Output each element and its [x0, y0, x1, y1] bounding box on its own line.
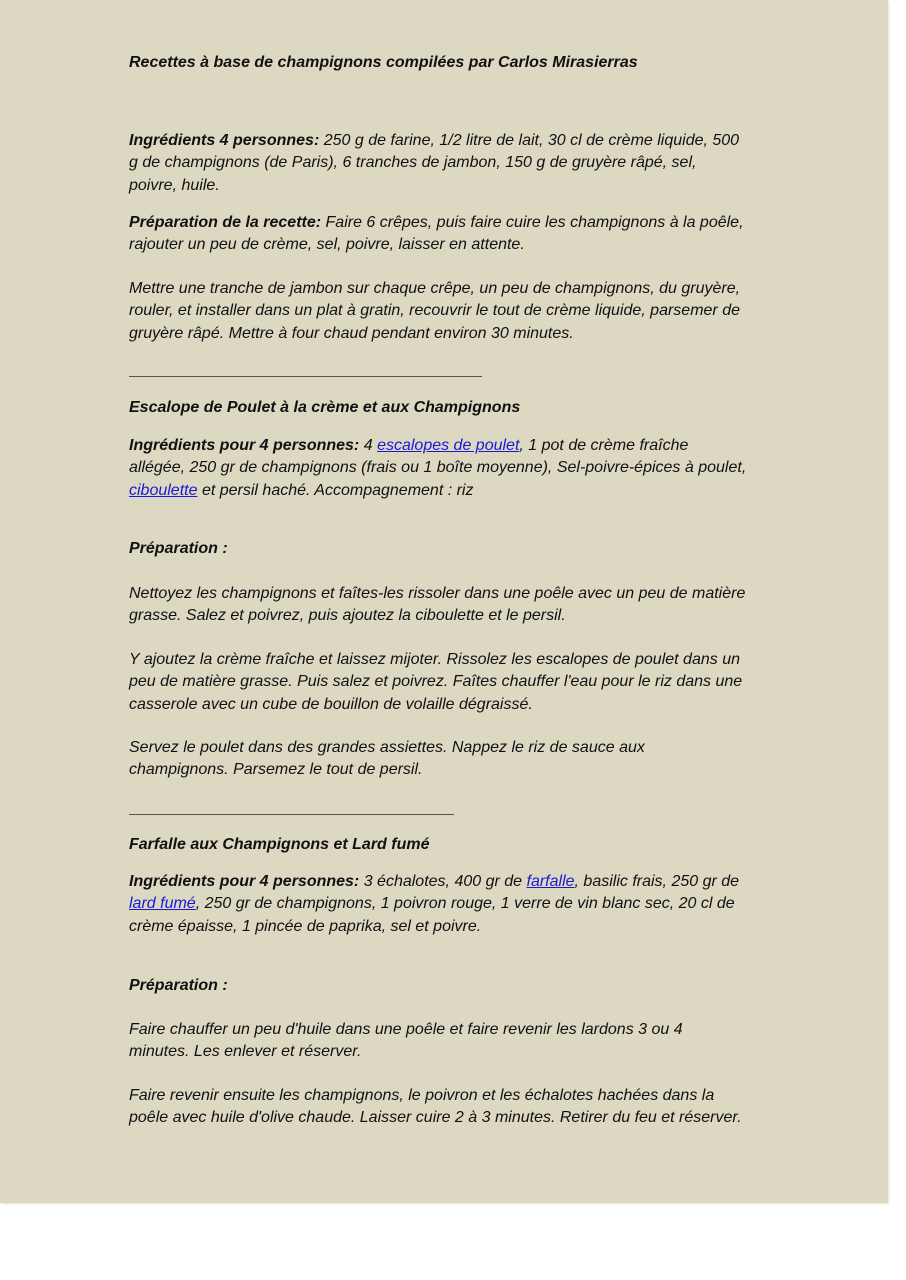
separator-line	[129, 376, 482, 377]
link-lard-fume[interactable]: lard fumé	[129, 895, 196, 913]
recipe3-ingredients: Ingrédients pour 4 personnes: 3 échalotes, 400 gr de farfalle, basilic frais, 250 gr de lard fumé, 250 gr de champignons, 1 poivron rouge, 1 verre de vin blanc sec, 20 cl de crème épaisse, 1 pincée de paprika, sel et poivre.	[129, 873, 740, 935]
link-escalopes-de-poulet[interactable]: escalopes de poulet	[377, 437, 520, 454]
separator-line	[129, 814, 454, 815]
recipe2-step3: Servez le poulet dans des grandes assiettes. Nappez le riz de sauce aux champignons. Parsemez le tout de persil.	[129, 739, 645, 779]
recipe2-title: Escalope de Poulet à la crème et aux Champignons	[129, 399, 521, 416]
recipe1-steps: Mettre une tranche de jambon sur chaque crêpe, un peu de champignons, du gruyère, rouler, et installer dans un plat à gratin, recouvrir le tout de crème liquide, parsemer de gruyère râpé. Mettre à four chaud pendant environ 30 minutes.	[129, 280, 741, 342]
recipe2-step2: Y ajoutez la crème fraîche et laissez mijoter. Rissolez les escalopes de poulet dans un peu de matière grasse. Puis salez et poivrez. Faîtes chauffer l'eau pour le riz dans une casserole avec un cube de bouillon de volaille dégraissé.	[129, 651, 743, 713]
link-farfalle[interactable]: farfalle	[526, 873, 575, 890]
recipe3-prep-heading: Préparation :	[129, 977, 228, 994]
recipe3-title: Farfalle aux Champignons et Lard fumé	[129, 836, 430, 853]
recipe2-ingredients: Ingrédients pour 4 personnes: 4 escalopes de poulet, 1 pot de crème fraîche allégée, 250 gr de champignons (frais ou 1 boîte moyenne), Sel-poivre-épices à poulet, ciboulette et persil haché. Accompagnement : riz	[129, 437, 747, 499]
document-title: Recettes à base de champignons compilées par Carlos Mirasierras	[129, 54, 638, 71]
recipe2-step1: Nettoyez les champignons et faîtes-les rissoler dans une poêle avec un peu de matière grasse. Salez et poivrez, puis ajoutez la ciboulette et le persil.	[129, 585, 746, 625]
recipe2-prep-heading: Préparation :	[129, 540, 228, 557]
recipe1-ingredients: Ingrédients 4 personnes: 250 g de farine, 1/2 litre de lait, 30 cl de crème liquide, 500 g de champignons (de Paris), 6 tranches de jambon, 150 g de gruyère râpé, sel, poivre, huile.	[129, 132, 740, 194]
recipe3-step1: Faire chauffer un peu d'huile dans une poêle et faire revenir les lardons 3 ou 4 minutes. Les enlever et réserver.	[129, 1021, 683, 1061]
link-ciboulette[interactable]: ciboulette	[129, 481, 198, 499]
recipe3-step2: Faire revenir ensuite les champignons, le poivron et les échalotes hachées dans la poêle avec huile d'olive chaude. Laisser cuire 2 à 3 minutes. Retirer du feu et réserver.	[129, 1087, 742, 1127]
recipe1-preparation: Préparation de la recette: Faire 6 crêpes, puis faire cuire les champignons à la poêle, rajouter un peu de crème, sel, poivre, laisser en attente.	[129, 214, 744, 254]
